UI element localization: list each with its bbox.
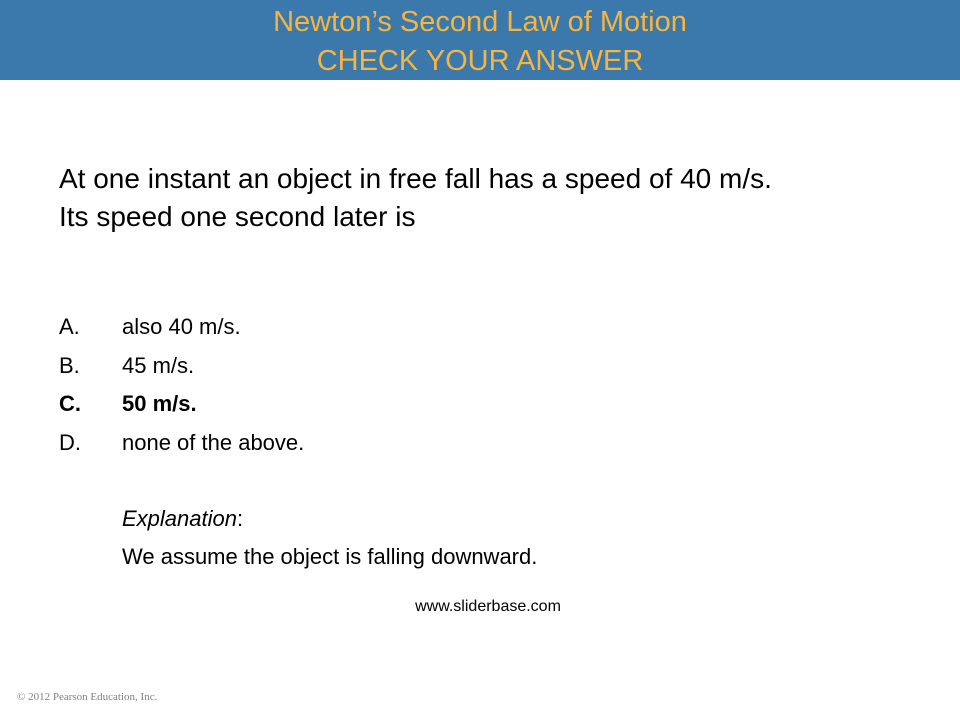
choice-c-correct	[59, 385, 879, 424]
website-watermark: www.sliderbase.com	[415, 598, 561, 615]
explanation-heading	[122, 500, 902, 538]
explanation-text: We assume the object is falling downward.	[122, 544, 538, 569]
choice-b	[59, 347, 879, 386]
choice-letter: A.	[59, 314, 80, 339]
explanation-block	[122, 500, 902, 576]
question-text	[59, 160, 939, 236]
choice-a	[59, 308, 879, 347]
slide-title: Newton’s Second Law of Motion	[273, 6, 687, 38]
choice-letter: C.	[59, 391, 81, 416]
choice-text: 50 m/s.	[122, 391, 197, 416]
choice-text: also 40 m/s.	[122, 314, 241, 339]
explanation-label: Explanation	[122, 506, 237, 531]
question-line-1: At one instant an object in free fall has a speed of 40 m/s.	[59, 163, 772, 194]
slide-header	[0, 0, 960, 80]
choice-letter: B.	[59, 352, 80, 378]
question-line-2: Its speed one second later is	[59, 201, 416, 232]
choice-text: 45 m/s.	[122, 352, 195, 378]
slide-subtitle: CHECK YOUR ANSWER	[316, 45, 644, 77]
copyright-footer: © 2012 Pearson Education, Inc.	[17, 691, 158, 703]
choice-letter: D.	[59, 429, 81, 455]
choice-d	[59, 424, 879, 463]
answer-choices	[59, 308, 879, 462]
choice-text: none of the above.	[122, 429, 305, 455]
explanation-colon: :	[236, 506, 244, 531]
